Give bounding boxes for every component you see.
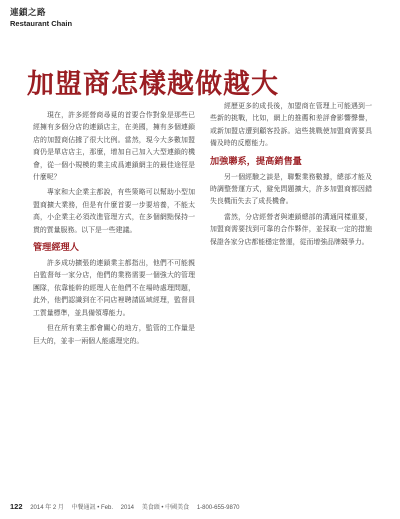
paragraph: 現在，許多經營商尋覓的首要合作對象是那些已經擁有多個分店的連鎖店主，在美國，擁有多個連鎖店的加盟商佔據了很大比例。當然，現今大多數加盟商仍是單店店主，那麼，增加自己加入大型連鎖的機會，從一個小規模的業主成爲連鎖網主的最佳途徑是什麼呢？ [33,111,195,182]
paragraph: 經歷更多的成長後，加盟商在管理上可能遇到一些新的挑戰，比如，網上的推薦和差評會影響聲譽，或新加盟店遭到顧客投訴。這些挑戰使加盟商需要具備及時的反應能力。 [210,102,372,148]
phone-number: 1-800-655-9870 [196,505,240,511]
article-title: 加盟商怎樣越做越大 [27,69,279,100]
section-label-en: Restaurant Chain [10,18,73,28]
magazine-name: 中餐通訊 • Feb. [71,505,113,511]
issue-date: 2014 年 2 月 [30,505,64,511]
site-name: 美食頭 • 中國美食 [141,505,190,511]
paragraph: 專家和大企業主都說，有些策略可以幫助小型加盟商擴大業務，但是有什麼首要一步要培養，不能太高，小企業主必須改進管理方式，在多個網點保持一貫的質量服務。以下是一些建議。 [33,188,195,234]
right-column [210,100,372,251]
paragraph: 但在所有業主都會關心的地方，監管的工作量是巨大的，並非一兩個人能處理完的。 [33,324,195,345]
paragraph: 另一個經驗之談是，聯繫業務數據，總部才能及時調整營運方式，避免問題擴大，許多加盟商都因錯失良機而失去了成長機會。 [210,172,372,206]
paragraph: 當然，分店經營者與連鎖總部的溝通同樣重要，加盟商需要找到可靠的合作夥伴，並採取一定的措施保證各家分店都能穩定營運，從而增強品牌競爭力。 [210,212,372,246]
section-label-zh: 連鎖之路 [10,8,47,18]
subheading-managers: 管理經理人 [33,242,79,254]
paragraph: 許多成功擴張的連鎖業主都指出，他們不可能親自監督每一家分店，他們的業務需要一個強大的管理團隊，依靠能幹的經理人在他們不在場時處理問題，此外，他們認識到在不同店裡聘請區域經理，監督員工質量標準，並具備領導能力。 [33,259,195,317]
page-footer [10,502,246,511]
page-number: 122 [10,502,23,511]
issue-year: 2014 [120,505,135,511]
section-header [10,8,72,28]
left-column [33,109,195,350]
subheading-sales: 加強聯系，提高銷售量 [210,155,302,167]
